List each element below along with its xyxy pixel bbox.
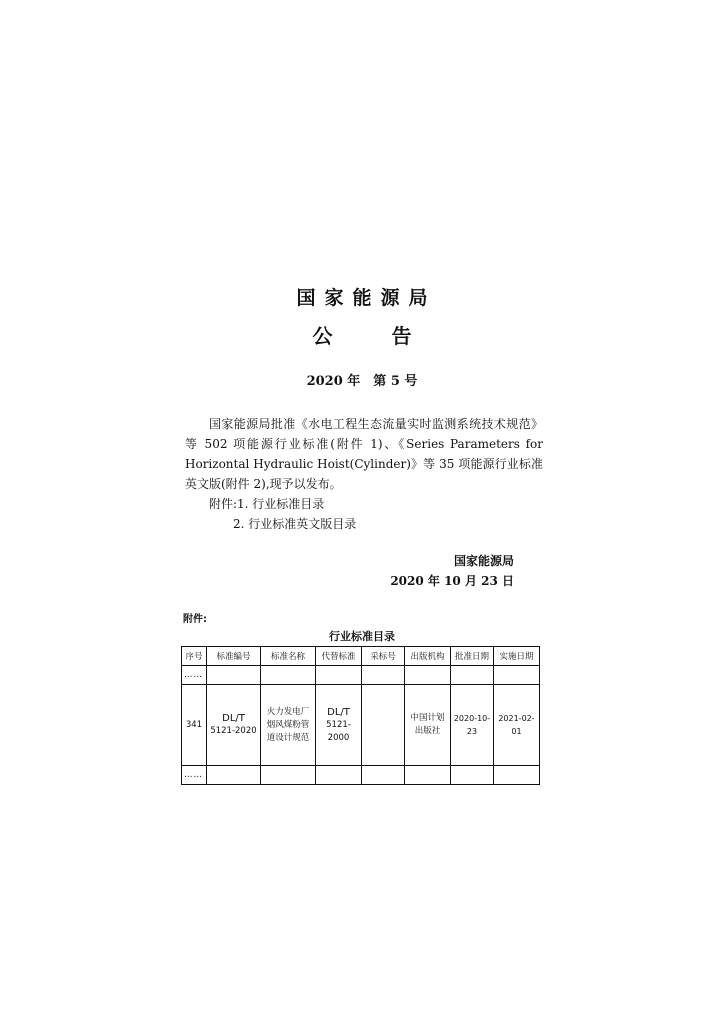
column-header: 出版机构 [405,647,451,666]
announcement-paragraph: 国家能源局批准《水电工程生态流量实时监测系统技术规范》等 502 项能源行业标准(附件 1)、《Series Parameters for Horizontal Hydraulic Hoist(Cylinder)》等 35 项能源行业标准英文版(附件 2),现予以发布。 [185,417,543,491]
cell-std-name: 火力发电厂 烟风煤粉管 道设计规范 [261,685,316,766]
table-row-ellipsis [182,766,540,785]
cell-std-no: DL/T 5121-2020 [207,685,261,766]
cell-effective-date: 2021-02-01 [494,685,540,766]
cell-publisher: 中国计划 出版社 [405,685,451,766]
cell-adopted [362,685,405,766]
ellipsis-cell: …… [182,766,207,785]
notice-title: 公 告 [312,324,438,348]
column-header: 标准名称 [261,647,316,666]
signature-date: 2020 年 10 月 23 日 [390,574,514,588]
cell-seq: 341 [182,685,207,766]
attachment-item-2: 2. 行业标准英文版目录 [233,517,357,531]
cell-approval-date: 2020-10-23 [451,685,494,766]
column-header: 序号 [182,647,207,666]
cell-replaces: DL/T 5121-2000 [316,685,362,766]
agency-title: 国家能源局 [296,287,437,309]
column-header: 实施日期 [494,647,540,666]
ellipsis-cell: …… [182,666,207,685]
table-row [182,685,540,766]
appendix-label: 附件: [183,614,207,625]
column-header: 批准日期 [451,647,494,666]
attachment-item-1: 附件:1. 行业标准目录 [209,497,325,511]
column-header: 采标号 [362,647,405,666]
signature-org: 国家能源局 [453,554,514,568]
column-header: 代替标准 [316,647,362,666]
column-header: 标准编号 [207,647,261,666]
table-header-row [182,647,540,666]
notice-number: 2020 年 第 5 号 [306,374,418,389]
standards-table [181,646,540,785]
table-row-ellipsis [182,666,540,685]
table-title: 行业标准目录 [329,630,395,643]
